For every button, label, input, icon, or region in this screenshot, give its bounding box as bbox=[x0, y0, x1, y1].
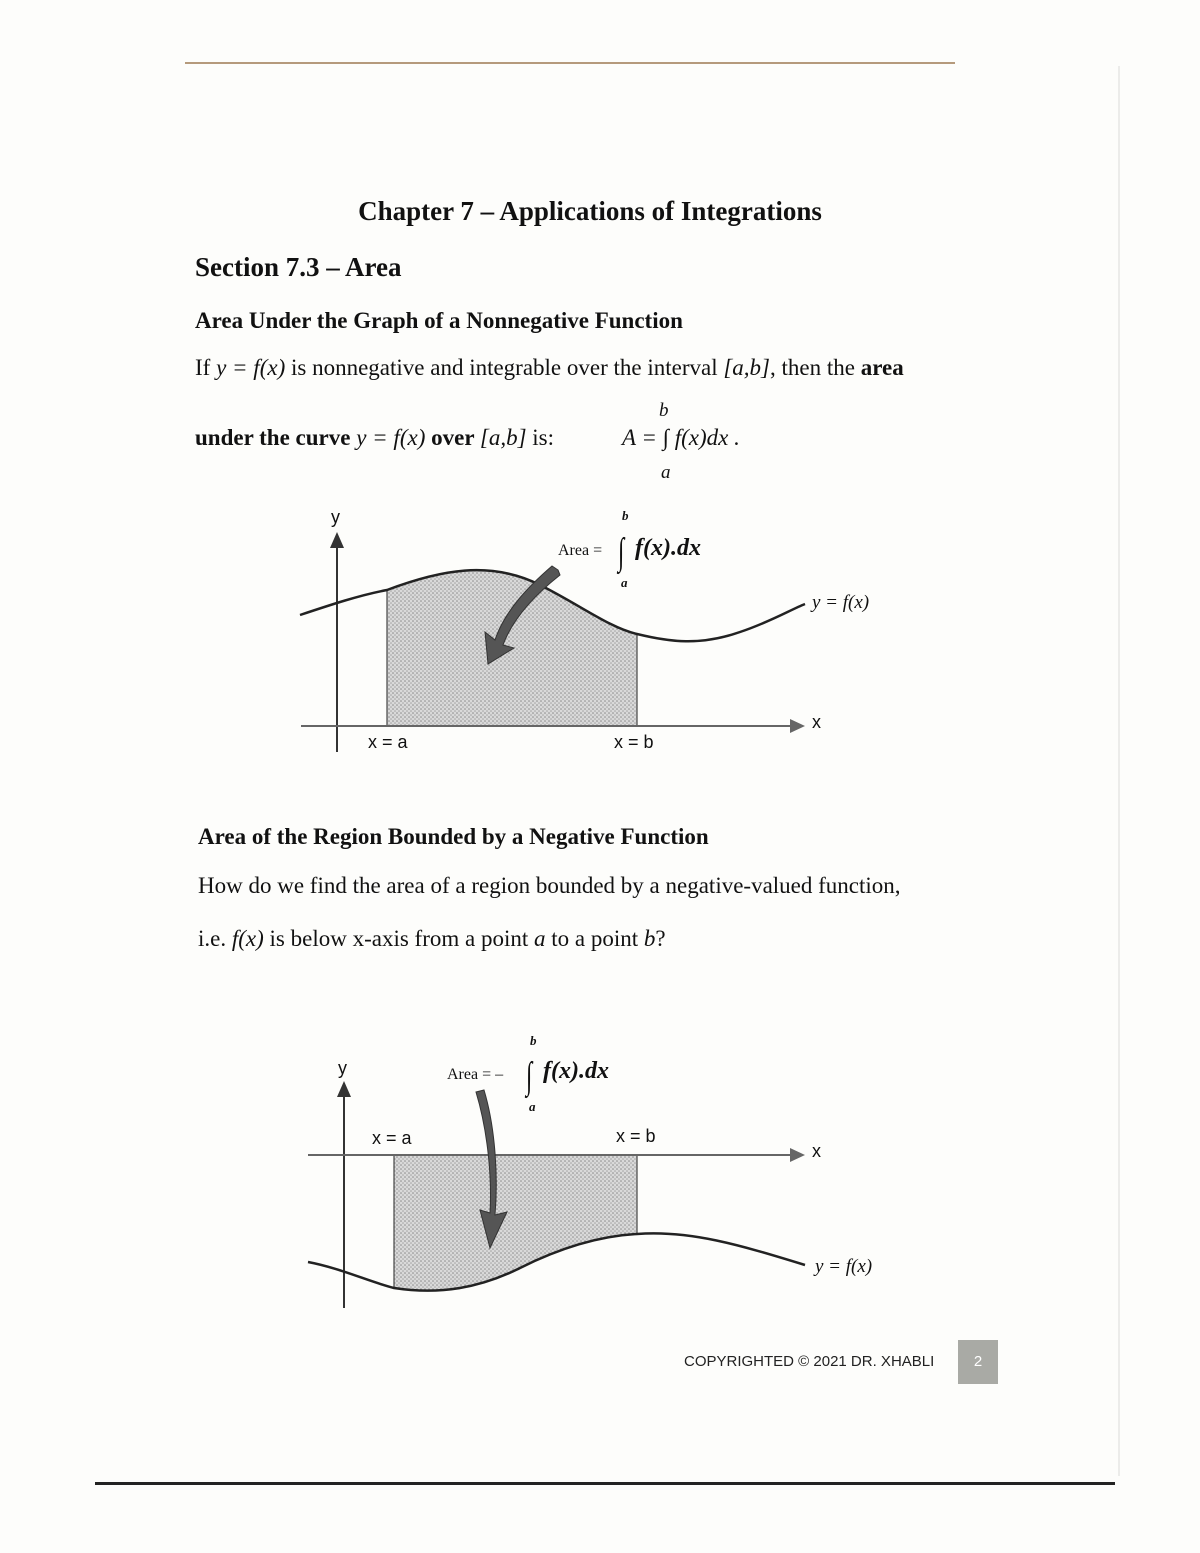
math-y-fx: y = f(x) bbox=[216, 355, 286, 380]
text-segment: is nonnegative and integrable over the interval bbox=[285, 355, 724, 380]
x-axis-label: x bbox=[812, 1141, 821, 1161]
math-a: a bbox=[534, 926, 546, 951]
formula-upper-limit: b bbox=[659, 400, 669, 421]
text-segment: is below x-axis from a point bbox=[263, 926, 534, 951]
text-segment: i.e. bbox=[198, 926, 232, 951]
heading-nonnegative: Area Under the Graph of a Nonnegative Function bbox=[195, 308, 683, 333]
bold-under-curve: under the curve bbox=[195, 425, 357, 450]
page-number: 2 bbox=[958, 1340, 998, 1384]
integral-expression: f(x).dx bbox=[635, 535, 701, 561]
bold-area: area bbox=[860, 355, 904, 380]
section-title: Section 7.3 – Area bbox=[195, 252, 402, 282]
text-segment: to a point bbox=[545, 926, 644, 951]
chapter-title: Chapter 7 – Applications of Integrations bbox=[358, 196, 822, 226]
xa-label: x = a bbox=[372, 1128, 412, 1148]
area-label: Area = bbox=[558, 542, 603, 559]
area-label: Area = – bbox=[447, 1066, 504, 1083]
integral-expression: f(x).dx bbox=[543, 1058, 609, 1084]
integral-upper-limit: b bbox=[530, 1033, 537, 1048]
integral-lower-limit: a bbox=[621, 575, 628, 590]
text-segment: ? bbox=[655, 926, 666, 951]
integral-upper-limit: b bbox=[622, 508, 629, 523]
math-fx: f(x) bbox=[231, 926, 264, 951]
y-axis-label: y bbox=[331, 507, 340, 527]
y-axis-label: y bbox=[338, 1058, 347, 1078]
x-axis-arrowhead bbox=[790, 1148, 805, 1162]
area-formula: A = ∫ f(x)dx . bbox=[622, 425, 740, 450]
y-axis-arrowhead bbox=[337, 1081, 351, 1097]
heading-negative: Area of the Region Bounded by a Negative Function bbox=[198, 824, 709, 849]
curve-label: y = f(x) bbox=[815, 1256, 873, 1277]
bold-over: over bbox=[425, 425, 480, 450]
paragraph-line-3: How do we find the area of a region bounded by a negative-valued function, bbox=[198, 873, 901, 898]
integral-lower-limit: a bbox=[529, 1099, 536, 1114]
xb-label: x = b bbox=[616, 1126, 656, 1146]
curve-label: y = f(x) bbox=[812, 592, 870, 613]
integral-sign: ∫ bbox=[618, 531, 625, 573]
text-segment: , then the bbox=[770, 355, 861, 380]
text-segment: If bbox=[195, 355, 217, 380]
integral-sign: ∫ bbox=[526, 1055, 533, 1097]
text-segment: is: bbox=[526, 425, 555, 450]
math-b: b bbox=[643, 926, 656, 951]
math-interval: [a,b] bbox=[723, 355, 771, 380]
xa-label: x = a bbox=[368, 732, 408, 752]
x-axis-label: x bbox=[812, 712, 821, 732]
math-y-fx: y = f(x) bbox=[356, 425, 426, 450]
copyright-footer: COPYRIGHTED © 2021 DR. XHABLI bbox=[684, 1353, 935, 1370]
math-interval: [a,b] bbox=[479, 425, 527, 450]
formula-lower-limit: a bbox=[661, 462, 671, 483]
xb-label: x = b bbox=[614, 732, 654, 752]
